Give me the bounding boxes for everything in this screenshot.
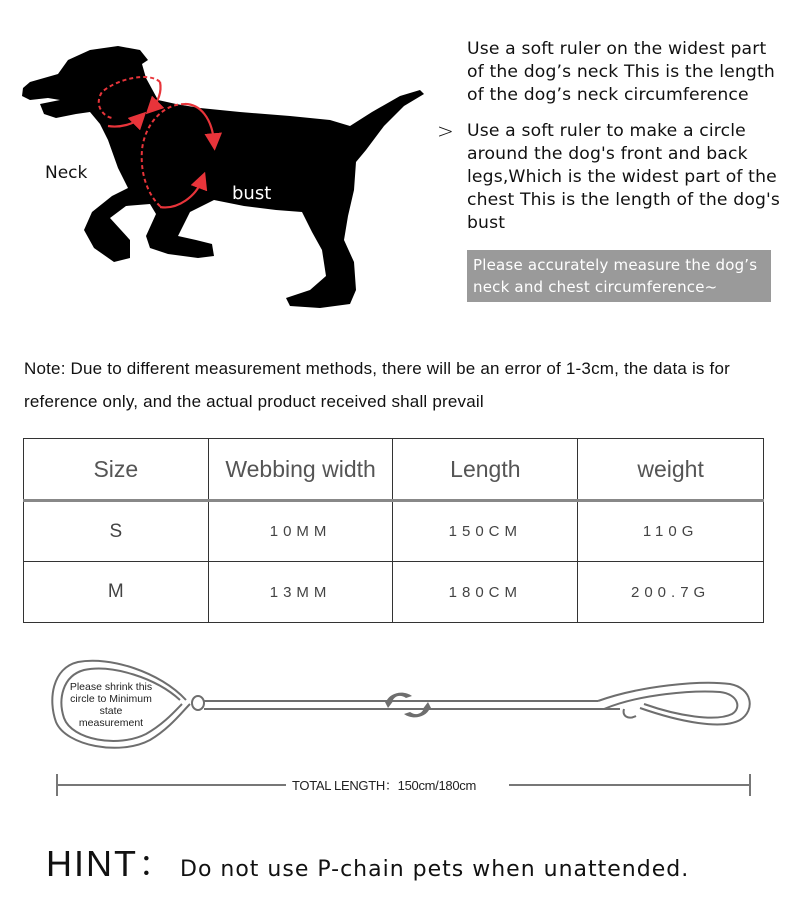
chevron-right-icon: > [437, 118, 454, 143]
bust-instruction [437, 120, 782, 236]
neck-instruction-text: Use a soft ruler on the widest part of the dog’s neck This is the length of the dog’s neck circumference [467, 39, 775, 106]
dimension-line-left [56, 784, 286, 786]
loop-note: Please shrink this circle to Minimum state measurement [69, 681, 153, 729]
dimension-line-right [509, 784, 751, 786]
total-length-dimension [56, 772, 751, 798]
cell-size: S [24, 501, 209, 562]
header-length: Length [393, 439, 578, 501]
hint-text: Do not use P-chain pets when unattended. [180, 857, 690, 882]
cell-webbing-width: 13MM [208, 562, 393, 623]
header-weight: weight [578, 439, 764, 501]
hint [46, 836, 689, 887]
size-table [23, 438, 764, 623]
bust-label: bust [232, 183, 272, 204]
neck-label: Neck [45, 163, 88, 183]
cell-webbing-width: 10MM [208, 501, 393, 562]
header-size: Size [24, 439, 209, 501]
cell-length: 180CM [393, 562, 578, 623]
cell-size: M [24, 562, 209, 623]
measure-callout: Please accurately measure the dog’s neck and chest circumference~ [467, 250, 771, 302]
cell-length: 150CM [393, 501, 578, 562]
table-row [24, 501, 764, 562]
table-row [24, 562, 764, 623]
rotate-arrows-icon [384, 693, 432, 718]
cell-weight: 110G [578, 501, 764, 562]
neck-instruction [437, 38, 782, 108]
header-webbing-width: Webbing width [208, 439, 393, 501]
total-length-label: TOTAL LENGTH：150cm/180cm [292, 778, 477, 793]
cell-weight: 200.7G [578, 562, 764, 623]
dimension-tick-right [749, 774, 751, 796]
table-header-row [24, 439, 764, 501]
dog-measurement-diagram [0, 30, 430, 320]
measurement-note: Note: Due to different measurement methods, there will be an error of 1-3cm, the data is for reference only, and the actual product received shall prevail [24, 359, 730, 411]
bust-instruction-text: Use a soft ruler to make a circle around the dog's front and back legs,Which is the widest part of the chest This is the length of the dog's bust [467, 120, 781, 234]
hint-label: HINT： [46, 843, 176, 884]
measurement-instructions [437, 38, 782, 302]
